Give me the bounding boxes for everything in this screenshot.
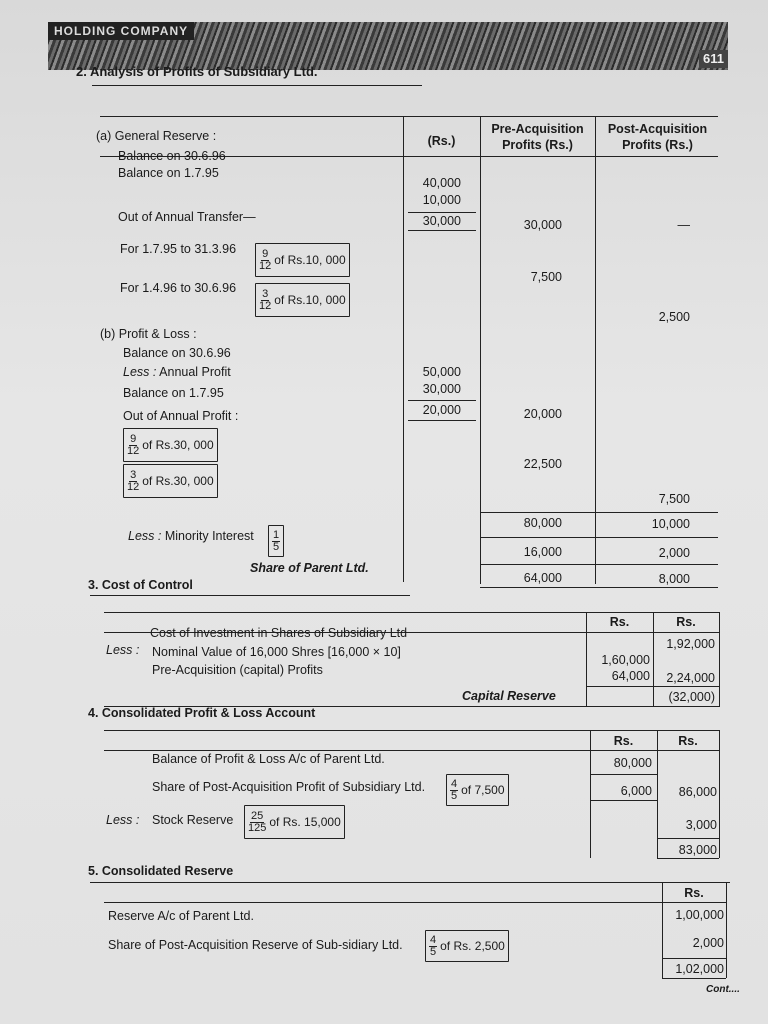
- pl-post-2: 7,500: [658, 492, 690, 506]
- table-5-bottom-rule: [662, 978, 726, 979]
- continued-note: Cont....: [706, 984, 740, 995]
- sr-less-label: Less :: [106, 813, 140, 827]
- table-4-total-rule: [657, 838, 719, 839]
- table-3-top-rule: [104, 612, 720, 613]
- section-5-title: 5. Consolidated Reserve: [88, 864, 234, 878]
- annual-transfer-label: Out of Annual Transfer—: [118, 210, 256, 224]
- nominal-value-value: 1,60,000: [601, 653, 650, 667]
- section-4-title: 4. Consolidated Profit & Loss Account: [88, 706, 316, 720]
- table-3-col2-header: Rs.: [676, 615, 696, 629]
- table-2-col-rule-2: [480, 116, 481, 584]
- share-of-parent-label: Share of Parent Ltd.: [250, 561, 369, 575]
- fraction-9-12-rs10000: $\frac{9}{12}$ of Rs.10, 000: [255, 243, 350, 277]
- cost-of-investment-label: Cost of Investment in Shares of Subsidiary Ltd: [150, 626, 408, 640]
- minority-rule: [480, 537, 718, 538]
- pl-value-3: 20,000: [422, 403, 461, 417]
- cc-less-label: Less :: [106, 643, 140, 657]
- table-5-total-rule: [662, 958, 726, 959]
- cost-of-investment-value: 1,92,000: [666, 637, 715, 651]
- table-4-col1-header: Rs.: [613, 734, 634, 748]
- transfer-period-1: For 1.7.95 to 31.3.96: [120, 242, 237, 256]
- mi-post: 2,000: [658, 546, 690, 560]
- gr-balance-1: Balance on 30.6.96: [118, 149, 226, 163]
- capital-reserve-value: (32,000): [668, 690, 715, 704]
- transfer-period-2: For 1.4.96 to 30.6.96: [120, 281, 237, 295]
- mi-less-label: Less :: [128, 529, 162, 543]
- table-3-col1-header: Rs.: [609, 615, 630, 629]
- table-4-sub-rule: [590, 774, 657, 775]
- table-4-bottom-rule: [657, 858, 719, 859]
- gr-post-1: —: [677, 218, 690, 232]
- section-2-underline: [92, 85, 422, 86]
- pl-balance-2: Balance on 1.7.95: [123, 386, 224, 400]
- stock-reserve-value: 3,000: [685, 818, 717, 832]
- gr-balance-2: Balance on 1.7.95: [118, 166, 219, 180]
- stock-reserve-label: Stock Reserve: [152, 813, 234, 827]
- pl-subtotal-rule-top: [408, 400, 476, 401]
- fraction-1-5: $\frac{1}{5}$: [268, 525, 284, 557]
- post-acq-share-label: Share of Post-Acquisition Profit of Subsidiary Ltd.: [152, 780, 426, 794]
- capital-reserve-label: Capital Reserve: [462, 689, 556, 703]
- general-reserve-heading: (a) General Reserve :: [96, 129, 217, 143]
- section-3-title: 3. Cost of Control: [88, 578, 193, 592]
- gr-value-1: 40,000: [422, 176, 461, 190]
- col-rs-header: (Rs.): [427, 134, 456, 148]
- gr-pre-1: 30,000: [523, 218, 562, 232]
- pl-value-2: 30,000: [422, 382, 461, 396]
- gr-subtotal-rule-bottom: [408, 230, 476, 231]
- table-4-col-rule-3: [719, 730, 720, 858]
- pre-acq-capital-label: Pre-Acquisition (capital) Profits: [152, 663, 323, 677]
- pl-value-1: 50,000: [422, 365, 461, 379]
- company-running-head: HOLDING COMPANY: [48, 22, 194, 40]
- mi-pre: 16,000: [523, 545, 562, 559]
- pl-parent-balance-value: 80,000: [613, 756, 652, 770]
- share-pre: 64,000: [523, 571, 562, 585]
- gr-value-3: 30,000: [422, 214, 461, 228]
- share-rule-bottom: [480, 587, 718, 588]
- table-5-col-rule-2: [726, 882, 727, 978]
- page-header-band: [48, 22, 728, 70]
- table-5-col-header: Rs.: [684, 886, 704, 900]
- pl-out-of-annual-profit: Out of Annual Profit :: [123, 409, 239, 423]
- total-post: 10,000: [651, 517, 690, 531]
- total-pre: 80,000: [523, 516, 562, 530]
- fraction-25-125-rs15000: $\frac{25}{125}$ of Rs. 15,000: [244, 805, 345, 839]
- table-3-col-rule-3: [719, 612, 720, 706]
- pl-subtotal-value: 86,000: [678, 785, 717, 799]
- col-post-acq-header: Post-Acquisition Profits (Rs.): [607, 122, 708, 152]
- section-3-underline: [90, 595, 410, 596]
- fraction-9-12-rs30000: $\frac{9}{12}$ of Rs.30, 000: [123, 428, 218, 462]
- consolidated-reserve-total: 1,02,000: [675, 962, 724, 976]
- pl-annual-profit: Annual Profit: [159, 365, 231, 379]
- share-post: 8,000: [658, 572, 690, 586]
- fraction-3-12-rs30000: $\frac{3}{12}$ of Rs.30, 000: [123, 464, 218, 498]
- fraction-3-12-rs10000: $\frac{3}{12}$ of Rs.10, 000: [255, 283, 350, 317]
- parent-reserve-label: Reserve A/c of Parent Ltd.: [108, 909, 254, 923]
- pl-pre-2: 22,500: [523, 457, 562, 471]
- table-4-col2-header: Rs.: [678, 734, 698, 748]
- gr-pre-2: 7,500: [530, 270, 562, 284]
- pre-acq-capital-value: 64,000: [611, 669, 650, 683]
- pl-parent-balance-label: Balance of Profit & Loss A/c of Parent Ltd.: [152, 752, 385, 766]
- pl-balance-1: Balance on 30.6.96: [123, 346, 231, 360]
- deduction-total-value: 2,24,000: [666, 671, 715, 685]
- gr-value-2: 10,000: [422, 193, 461, 207]
- nominal-value-label: Nominal Value of 16,000 Shres [16,000 × 10]: [152, 645, 401, 659]
- table-4-top-rule: [104, 730, 720, 731]
- parent-reserve-value: 1,00,000: [675, 908, 724, 922]
- fraction-4-5-7500: $\frac{4}{5}$ of 7,500: [446, 774, 509, 806]
- pl-subtotal-rule-bottom: [408, 420, 476, 421]
- totals-rule: [480, 512, 718, 513]
- minority-interest-label: Minority Interest: [164, 529, 254, 543]
- profit-loss-heading: (b) Profit & Loss :: [100, 327, 197, 341]
- page-number: 611: [699, 50, 728, 68]
- share-rule-top: [480, 564, 718, 565]
- section-2-title: 2. Analysis of Profits of Subsidiary Ltd.: [76, 64, 318, 79]
- fraction-4-5-rs2500: $\frac{4}{5}$ of Rs. 2,500: [425, 930, 509, 962]
- table-5-header-rule: [104, 902, 726, 903]
- table-5-top-rule: [90, 882, 730, 883]
- gr-post-2: 2,500: [658, 310, 690, 324]
- pl-pre-1: 20,000: [523, 407, 562, 421]
- pl-less-label: Less :: [123, 365, 157, 379]
- gr-subtotal-rule-top: [408, 212, 476, 213]
- table-4-header-rule: [104, 750, 720, 751]
- post-acq-reserve-share-value: 2,000: [692, 936, 724, 950]
- table-2-col-rule-3: [595, 116, 596, 584]
- capital-reserve-rule: [586, 686, 720, 687]
- col-pre-acq-header: Pre-Acquisition Profits (Rs.): [491, 122, 584, 152]
- post-acq-share-value: 6,000: [620, 784, 652, 798]
- post-acq-reserve-share-label: Share of Post-Acquisition Reserve of Sub-sidiary Ltd.: [108, 938, 403, 952]
- table-4-sub-rule-2: [590, 800, 657, 801]
- pl-total-value: 83,000: [678, 843, 717, 857]
- table-2-top-rule: [100, 116, 718, 117]
